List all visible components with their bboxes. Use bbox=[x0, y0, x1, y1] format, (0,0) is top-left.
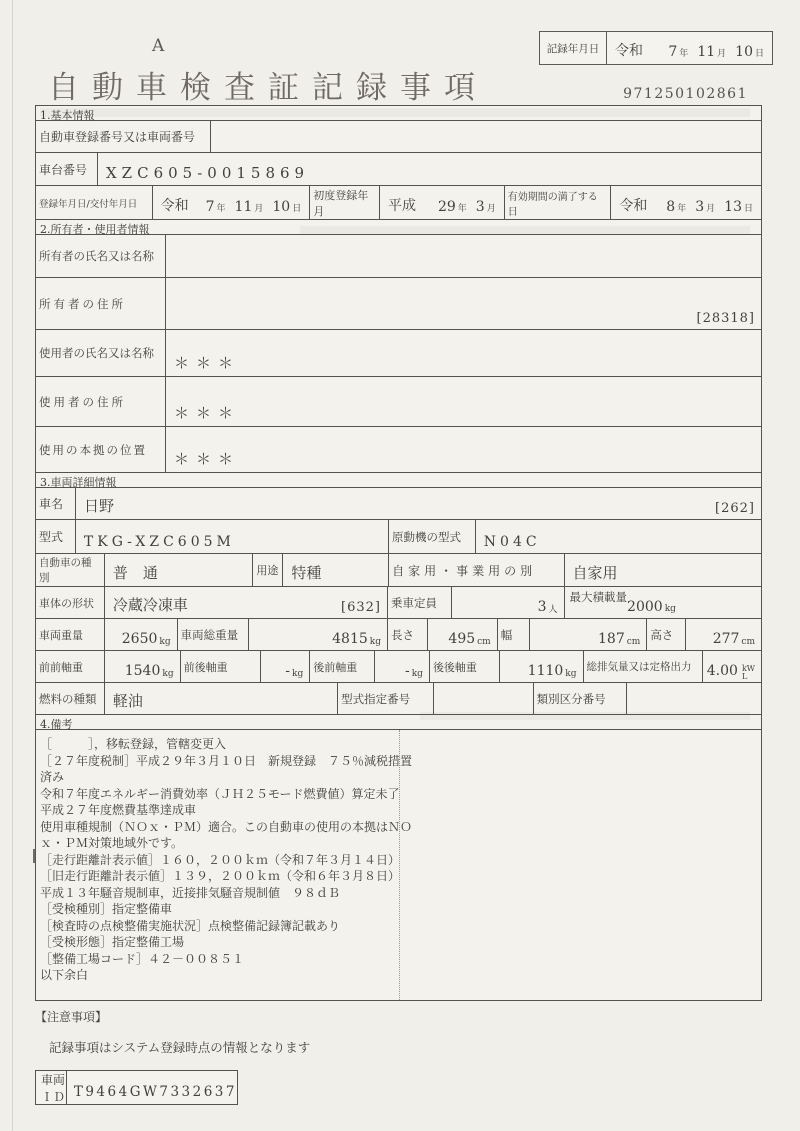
remarks-text bbox=[40, 736, 412, 984]
day: 10 日 bbox=[735, 44, 764, 60]
engine-model-value: N04C bbox=[483, 534, 541, 550]
month: 3 月 bbox=[475, 199, 496, 215]
remarks-box bbox=[36, 730, 761, 1000]
owner-address-label: 所有者の住所 bbox=[36, 278, 166, 329]
type-approval-number-label: 型式指定番号 bbox=[338, 683, 434, 714]
section-4-heading: 4.備考 bbox=[36, 715, 761, 730]
base-location-value: ＊＊＊ bbox=[174, 450, 241, 468]
registration-number-label: 自動車登録番号又は車両番号 bbox=[36, 121, 211, 152]
remark-line: 令和７年度エネルギー消費効率（ＪＨ２５モード燃費値）算定未了 bbox=[40, 786, 400, 801]
user-address-label: 使用者の住所 bbox=[36, 377, 166, 426]
axle-rear-front-value: - kg bbox=[375, 651, 430, 682]
row-base-location bbox=[36, 427, 761, 472]
type-approval-number-value bbox=[434, 683, 534, 714]
base-location-label: 使用の本拠の位置 bbox=[36, 427, 166, 472]
page-title: 自動車検査証記録事項 bbox=[48, 70, 488, 106]
day: 13 日 bbox=[724, 199, 753, 215]
vehicle-kind-label: 自動車の種別 bbox=[36, 554, 105, 586]
era: 令和 bbox=[615, 43, 643, 59]
remark-line: ［走行距離計表示値］１６０，２００ｋｍ（令和７年３月１４日） bbox=[40, 852, 401, 867]
chassis-number-value: XZC605-0015869 bbox=[106, 164, 310, 182]
year: 29 年 bbox=[437, 199, 467, 215]
section-2-heading: 2.所有者・使用者情報 bbox=[36, 220, 761, 235]
section-1-heading: 1.基本情報 bbox=[36, 106, 761, 121]
axle-front-rear-label: 前後軸重 bbox=[181, 651, 262, 682]
record-date-label: 記録年月日 bbox=[540, 32, 607, 64]
ownership-type-value: 自家用 bbox=[572, 564, 618, 582]
year: 8 年 bbox=[666, 199, 687, 215]
section-basic-info bbox=[35, 105, 762, 220]
record-date-value bbox=[607, 32, 772, 64]
section-3-heading: 3.車両詳細情報 bbox=[36, 473, 761, 488]
max-load-cell bbox=[565, 587, 761, 618]
owner-address-value bbox=[166, 278, 761, 329]
axle-rear-rear-label: 後後軸重 bbox=[430, 651, 500, 682]
remark-line: 平成１３年騒音規制車，近接排気騒音規制値 ９８ｄＢ bbox=[40, 885, 341, 900]
expiry-date-label: 有効期間の満了する日 bbox=[505, 186, 612, 219]
owner-name-value bbox=[166, 235, 761, 277]
user-name-label: 使用者の氏名又は名称 bbox=[36, 330, 166, 376]
axle-rear-rear-value: 1110 kg bbox=[500, 651, 584, 682]
fuel-type-label: 燃料の種類 bbox=[36, 683, 105, 714]
record-date-box bbox=[539, 31, 773, 65]
displacement-value: 4.00 kW L bbox=[706, 663, 756, 681]
body-shape-code: [632] bbox=[341, 600, 382, 615]
row-car-name bbox=[36, 488, 761, 520]
capacity-value: 3 人 bbox=[452, 587, 565, 618]
row-chassis-number bbox=[36, 153, 761, 186]
row-vehicle-kind bbox=[36, 554, 761, 587]
row-body-shape bbox=[36, 587, 761, 619]
year: 7 年 bbox=[668, 44, 689, 60]
day: 10 日 bbox=[272, 199, 302, 215]
era: 平成 bbox=[388, 198, 417, 214]
car-name-code: [262] bbox=[715, 501, 755, 516]
displacement-label: 総排気量又は定格出力 bbox=[584, 651, 704, 682]
footer bbox=[35, 1008, 762, 1105]
row-weights-dimensions bbox=[36, 619, 761, 651]
user-address-value: ＊＊＊ bbox=[174, 404, 241, 422]
remark-line: ［検査時の点検整備実施状況］点検整備記録簿記載あり bbox=[40, 918, 341, 933]
notice-heading: 【注意事項】 bbox=[35, 1010, 108, 1024]
owner-name-label: 所有者の氏名又は名称 bbox=[36, 235, 166, 277]
class-number-value bbox=[627, 683, 761, 714]
first-registration-value bbox=[380, 186, 505, 219]
model-value: TKG-XZC605M bbox=[76, 520, 389, 553]
width-label: 幅 bbox=[498, 619, 530, 650]
first-registration-label: 初度登録年月 bbox=[310, 186, 380, 219]
max-load-value: 2000 kg bbox=[627, 599, 676, 615]
document-number: 971250102861 bbox=[623, 86, 748, 102]
row-model bbox=[36, 520, 761, 554]
gross-weight-value: 4815 kg bbox=[249, 619, 388, 650]
remark-line: ［旧走行距離計表示値］１３９，２００ｋｍ（令和６年３月８日） bbox=[40, 869, 401, 883]
vehicle-id-value: T9464GW7332637 bbox=[73, 1084, 237, 1100]
registration-number-value bbox=[211, 121, 761, 152]
row-user-address bbox=[36, 377, 761, 427]
row-registration-dates bbox=[36, 186, 761, 219]
remark-line: 以下余白 bbox=[40, 968, 89, 982]
vehicle-id-box bbox=[35, 1070, 238, 1105]
section-remarks bbox=[35, 715, 762, 1001]
row-owner-name bbox=[36, 235, 761, 278]
row-fuel-type bbox=[36, 683, 761, 714]
height-value: 277 cm bbox=[712, 631, 755, 647]
class-number-label: 類別区分番号 bbox=[534, 683, 628, 714]
section-vehicle-details bbox=[35, 473, 762, 715]
month: 11 月 bbox=[234, 199, 264, 215]
remark-line: ［ ］，移転登録，管轄変更入 bbox=[40, 737, 227, 751]
car-name-label: 車名 bbox=[36, 488, 76, 519]
displacement-units: kW L bbox=[741, 664, 756, 681]
month: 11 月 bbox=[697, 44, 727, 60]
era: 令和 bbox=[160, 198, 189, 214]
vehicle-id-label: 車両ＩＤ bbox=[36, 1071, 67, 1104]
remark-line: 使用車種規制（ＮＯｘ・ＰＭ）適合。この自動車の使用の本拠はＮＯ bbox=[40, 819, 413, 834]
car-name-value: 日野 [262] bbox=[84, 497, 755, 516]
section-owner-user-info bbox=[35, 220, 762, 473]
axle-front-rear-value: - kg bbox=[261, 651, 310, 682]
fuel-type-value: 軽油 bbox=[105, 683, 338, 714]
length-value: 495 cm bbox=[428, 619, 498, 650]
year: 7 年 bbox=[205, 199, 226, 215]
row-axle-weights bbox=[36, 651, 761, 683]
axle-front-front-label: 前前軸重 bbox=[36, 651, 105, 682]
user-name-value: ＊＊＊ bbox=[174, 354, 241, 372]
scan-fold-line bbox=[12, 0, 13, 1131]
row-registration-number bbox=[36, 121, 761, 153]
row-user-name bbox=[36, 330, 761, 377]
remark-line: ［受検形態］指定整備工場 bbox=[40, 935, 185, 949]
vehicle-kind-value: 普 通 bbox=[105, 554, 254, 586]
remark-line: ［受検種別］指定整備車 bbox=[40, 902, 173, 916]
remark-line: ［２７年度税制］平成２９年３月１０日 新規登録 ７５％減税措置 bbox=[40, 753, 413, 768]
month: 3 月 bbox=[695, 199, 716, 215]
registration-date-value bbox=[153, 186, 311, 219]
expiry-date-value bbox=[611, 186, 761, 219]
gross-weight-label: 車両総重量 bbox=[178, 619, 250, 650]
registration-date-label: 登録年月日/交付年月日 bbox=[36, 186, 153, 219]
height-label: 高さ bbox=[647, 619, 686, 650]
body-shape-value: 冷蔵冷凍車 [632] bbox=[105, 587, 388, 618]
row-owner-address bbox=[36, 278, 761, 330]
length-label: 長さ bbox=[388, 619, 428, 650]
body-shape-label: 車体の形状 bbox=[36, 587, 105, 618]
vehicle-weight-value: 2650 kg bbox=[105, 619, 178, 650]
era: 令和 bbox=[619, 198, 648, 214]
notice-text: 記録事項はシステム登録時点の情報となります bbox=[49, 1040, 311, 1055]
remark-line: ｘ・ＰＭ対策地域外です。 bbox=[40, 836, 184, 850]
engine-model-label: 原動機の型式 bbox=[389, 520, 476, 553]
axle-rear-front-label: 後前軸重 bbox=[310, 651, 375, 682]
max-load-label: 最大積載量 bbox=[569, 590, 628, 604]
model-label: 型式 bbox=[36, 520, 76, 553]
axle-front-front-value: 1540 kg bbox=[105, 651, 181, 682]
document-class-mark: A bbox=[152, 36, 165, 56]
chassis-number-label: 車台番号 bbox=[36, 153, 98, 185]
owner-address-code: [28318] bbox=[696, 311, 755, 326]
remark-line: ［整備工場コード］４２－００８５１ bbox=[40, 951, 245, 966]
capacity-label: 乗車定員 bbox=[388, 587, 452, 618]
use-value: 特種 bbox=[283, 554, 389, 586]
vehicle-weight-label: 車両重量 bbox=[36, 619, 105, 650]
width-value: 187 cm bbox=[530, 619, 648, 650]
use-label: 用途 bbox=[253, 554, 283, 586]
form-body bbox=[35, 105, 762, 1001]
remark-line: 済み bbox=[40, 770, 65, 784]
remark-line: 平成２７年度燃費基準達成車 bbox=[40, 803, 197, 817]
ownership-type-label: 自家用・事業用の別 bbox=[389, 554, 564, 586]
